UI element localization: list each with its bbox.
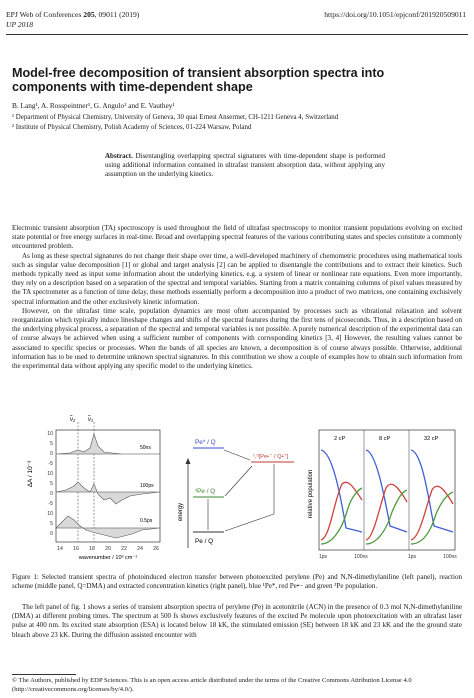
right-ylabel: relative population (308, 469, 314, 519)
paragraph-1: Electronic transient absorption (TA) spectroscopy is used throughout the field of ultrafast spectroscopy to monitor transient populations evolving on excited state potential or free energy surfaces in real-time. Broad and overlapping spectral features of the various contributing states and species constitute a commonly encountered problem. (12, 224, 462, 251)
ytick-5: 10 (47, 471, 53, 477)
panel-label-8cp: 8 cP (379, 436, 391, 442)
curve-triplet-2cp (321, 488, 362, 544)
panel-label-32cp: 32 cP (424, 436, 439, 442)
xtick-26: 26 (153, 546, 159, 552)
abstract (105, 152, 385, 180)
figure-middle-panel (178, 439, 294, 548)
journal-name: EPJ Web of Conferences (6, 10, 84, 19)
paper-title: Model-free decomposition of transient absorption spectra into components with time-dependent shape (12, 66, 385, 94)
abstract-label: Abstract. (105, 152, 133, 160)
left-xlabel: wavenumber / 10³ cm⁻¹ (78, 555, 138, 561)
right-xtick-4: 100ns (443, 554, 457, 560)
ytick-11: 0 (50, 531, 53, 537)
ytick-8: -5 (48, 501, 53, 507)
trace-label-50ns: 50ns (140, 445, 151, 451)
paragraph-4: The left panel of fig. 1 shows a series of transient absorption spectra of perylene (Pe) in acetonitrile (ACN) in the presence of 0.3 mol N,N-dimethylaniline (DMA) at different probing times. The spectrum at 500 fs shows exclusively features of the excited Pe molecule upon photoexcitation with an ultrafast laser pulse at 400 nm. Its excited state absorption (ESA) is located below 18 kK, the stimulated emission (SE) between 18 kK and 23 kK and the the ground state bleach above 23 kK. During the diffusion assisted encounter with (12, 603, 462, 639)
right-xtick-3: 1ps (407, 554, 417, 560)
affiliation-2: ² Institute of Physical Chemistry, Polish Academy of Sciences, 01-224 Warsaw, Poland (12, 124, 252, 131)
ytick-2: 5 (50, 441, 53, 447)
state-singlet-excited: Pe* / Q (195, 439, 216, 446)
ytick-4: -5 (48, 461, 53, 467)
curve-ion-8cp (366, 484, 407, 540)
author-list: B. Lang¹, A. Rosspeintner¹, G. Angulo² and E. Vauthey¹ (12, 101, 175, 110)
ytick-9: 10 (47, 511, 53, 517)
xtick-24: 24 (137, 546, 143, 552)
arrow-to-ground (225, 514, 274, 531)
license-footer: © The Authors, published by EDP Sciences. This is an open access article distributed under the terms of the Creative Commons Attribution License 4.0 (http://creativecommons.org/licenses/by/4.0/). (12, 677, 412, 693)
figure-1 (12, 412, 462, 568)
curve-singlet-8cp (366, 450, 407, 532)
panel-label-2cp: 2 cP (334, 436, 346, 442)
marker-label-2: ν̃₁ (88, 417, 93, 423)
xtick-18: 18 (89, 546, 95, 552)
xtick-14: 14 (57, 546, 63, 552)
doi-link[interactable]: https://doi.org/10.1051/epjconf/201920509011 (324, 10, 466, 19)
middle-ylabel: energy (178, 502, 184, 522)
xtick-22: 22 (121, 546, 127, 552)
right-xtick-2: 100ns (354, 554, 368, 560)
curve-triplet-8cp (366, 490, 407, 544)
body-text-continued (12, 603, 462, 640)
left-ylabel: ΔA / 10⁻³ (27, 460, 34, 488)
state-ion-pair: ¹,³[Pe•⁻ / Q•⁺] (253, 454, 289, 460)
article-number: , 09011 (2019) (94, 10, 140, 19)
figure-right-panel (308, 430, 457, 560)
energy-axis-arrowhead (186, 458, 191, 464)
journal-volume: 205 (83, 10, 95, 19)
state-ground: Pe / Q (195, 538, 214, 545)
state-triplet: ³Pe / Q (195, 488, 216, 495)
ytick-7: 0 (50, 491, 53, 497)
ytick-10: 5 (50, 521, 53, 527)
right-xtick-1: 1ps (318, 554, 328, 560)
marker-label-1: ν̃₂ (70, 417, 76, 423)
ytick-6: 5 (50, 481, 53, 487)
xtick-16: 16 (73, 546, 79, 552)
trace-label-0.5ps: 0.5ps (140, 518, 153, 524)
ytick-3: 0 (50, 451, 53, 457)
affiliation-1: ¹ Department of Physical Chemistry, University of Geneva, 30 quai Ernest Ansermet, CH-1211 Geneva 4, Switzerland (12, 114, 339, 121)
arrow-ion-to-triplet (225, 466, 252, 496)
trace-label-100ps: 100ps (140, 483, 154, 489)
figure-caption: Figure 1: Selected transient spectra of photoinduced electron transfer between photoexcited perylene (Pe) and N,N-dimethylaniline (left panel), reaction scheme (middle panel, Q=DMA) and extracted concentration kinetics (right panel), blue ¹Pe*, red Pe•− and green ³Pe population. (12, 573, 462, 591)
abstract-text: Disentangling overlapping spectral signatures with time-dependent shape is performed using additional information contained in ultrafast transient absorption data, without applying any assumption on the underlying kinetics. (105, 152, 385, 179)
arrow-singlet-to-ion (224, 450, 250, 460)
paragraph-2: As long as these spectral signatures do not change their shape over time, a well-developed machinery of chemometric procedures using mathematical tools such as singular value decomposition [1] or global and target analysis [2] can be applied to disentangle the contributions and to extract their kinetics. Such methods typically need as input some information about the underlying kinetics, e.g. a system of linear or nonlinear rate equations. Even more importantly, they rely on a description based on a separation of the spectral and temporal variables. Starting from a matrix containing columns of pixel values measured by the TA spectrometer as a function of time delay, these methods essentially perform a decomposition into a product of two matrices, one containing exclusively spectral information and the other exclusively kinetic information. (12, 251, 462, 306)
spectrum-trace-50ns (56, 434, 160, 454)
paragraph-3: However, on the ultrafast time scale, population dynamics are most often accompanied by processes such as vibrational relaxation and solvent reorganization which typically induce lineshape changes and shifts of the spectral features during the first tens of picoseconds. Thus, in a description based on the underlying physical process, a separation of the spectral and temporal variables is not possible. A purely numerical description of the experimental data can of course always be achieved when using a sufficient number of components with corresponding kinetics [3, 4] However, the resulting values cannot be associated to specific species or processes. When the bands of all species are known, a decomposition is of course always possible. Otherwise, additional information has to be used to determine unknown spectral signatures. In this contribution we show a couple of examples how to obtain such information from the experimental data without applying any specific model to the underlying kinetics. (12, 306, 462, 371)
curve-ion-2cp (321, 482, 362, 540)
conference-name: UP 2018 (6, 20, 34, 29)
running-header-left (6, 10, 139, 30)
body-text (12, 224, 462, 371)
xtick-20: 20 (105, 546, 111, 552)
footer-rule (12, 674, 76, 675)
figure-left-panel (27, 416, 160, 561)
ytick-1: 10 (47, 431, 53, 437)
header-rule (6, 34, 468, 35)
